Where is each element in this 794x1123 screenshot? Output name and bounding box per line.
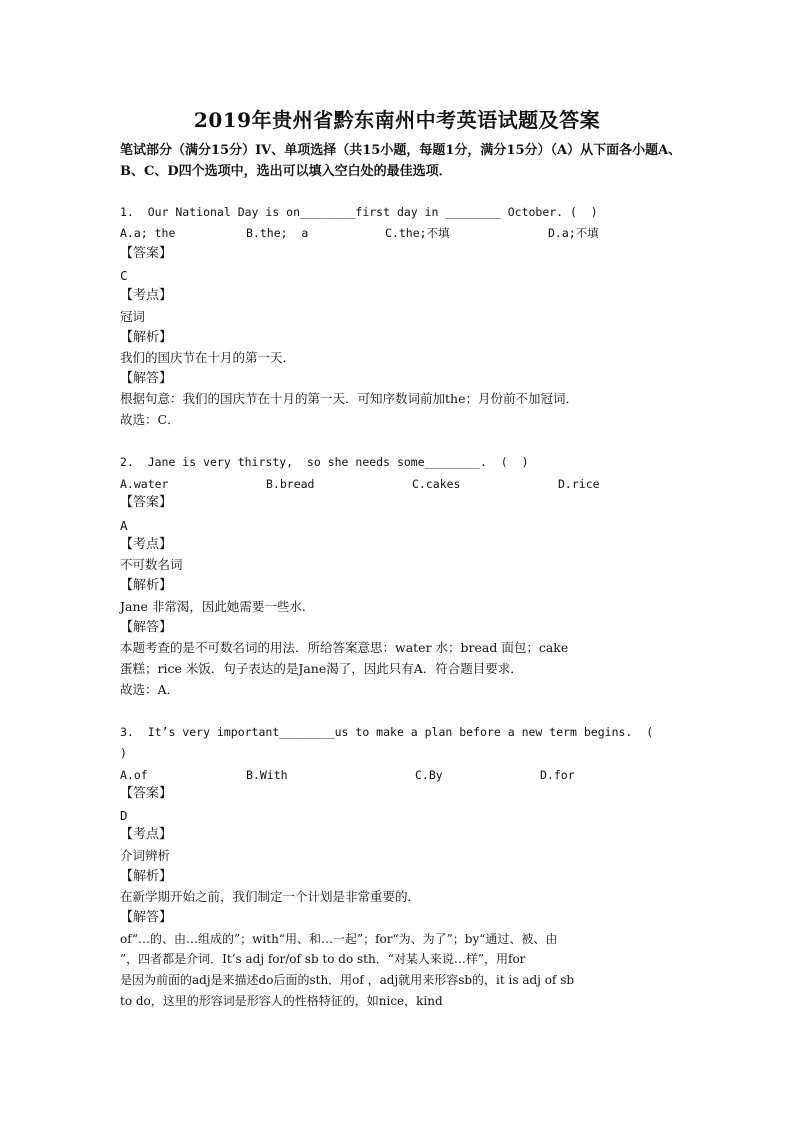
- q1-point: 冠词: [120, 309, 146, 324]
- q2-solution-label: 【解答】: [120, 620, 173, 635]
- q2-answer-label: 【答案】: [120, 495, 173, 510]
- q1-answer-label: 【答案】: [120, 246, 173, 261]
- q2-solution-line: 故选：A．: [120, 682, 180, 697]
- q2-solution-line: 本题考查的是不可数名词的用法．所给答案意思：water 水；bread 面包；cake: [120, 640, 569, 655]
- q3-analysis-label: 【解析】: [120, 869, 173, 884]
- q1-solution-line: 根据句意：我们的国庆节在十月的第一天．可知序数词前加the；月份前不加冠词．: [120, 391, 578, 406]
- q2-answer: A: [120, 518, 128, 533]
- q3-option-d: D.for: [540, 768, 575, 782]
- q2-solution-line: 蛋糕；rice 米饭．句子表达的是Jane渴了，因此只有A．符合题目要求．: [120, 661, 523, 676]
- q2-analysis-label: 【解析】: [120, 578, 173, 593]
- q1-answer: C: [120, 268, 128, 283]
- q3-answer: D: [120, 808, 128, 823]
- q1-option-d: D.a;不填: [548, 226, 599, 240]
- q2-analysis: Jane 非常渴，因此她需要一些水．: [120, 599, 315, 614]
- q2-option-b: B.bread: [266, 477, 315, 491]
- q3-solution-line: 是因为前面的adj是来描述do后面的sth．用of ，adj就用来形容sb的，it is adj of sb: [120, 973, 575, 987]
- q3-answer-label: 【答案】: [120, 786, 173, 801]
- question-3-stem-cont: ): [120, 746, 127, 760]
- q1-solution-line: 故选：C．: [120, 412, 180, 427]
- q3-solution-line: to do，这里的形容词是形容人的性格特征的，如nice，kind: [120, 994, 443, 1008]
- q3-solution-label: 【解答】: [120, 910, 173, 925]
- q1-option-c: C.the;不填: [385, 226, 450, 240]
- q3-solution-line: of“…的、由…组成的”；with“用、和…一起”；for“为、为了”；by“通过、被、由: [120, 932, 558, 946]
- page-title: 2019年贵州省黔东南州中考英语试题及答案: [193, 108, 601, 132]
- q2-point-label: 【考点】: [120, 537, 173, 552]
- q3-solution-line: ”，四者都是介词．It’s adj for/of sb to do sth．“对某人来说…样”，用for: [120, 952, 526, 966]
- q1-option-b: B.the; a: [246, 226, 309, 240]
- q3-option-c: C.By: [415, 768, 443, 782]
- section-instruction: 笔试部分（满分15分）IV、单项选择（共15小题，每题1分，满分15分）（A）从下面各小题A、B、C、D四个选项中，选出可以填入空白处的最佳选项．: [120, 143, 682, 179]
- q2-point: 不可数名词: [120, 557, 183, 572]
- q1-analysis: 我们的国庆节在十月的第一天．: [120, 350, 296, 365]
- question-2-stem: 2. Jane is very thirsty, so she needs some________. ( ): [120, 455, 529, 469]
- q2-option-a: A.water: [120, 477, 169, 491]
- q3-option-b: B.With: [246, 768, 288, 782]
- q3-point: 介词辨析: [120, 848, 171, 863]
- q1-point-label: 【考点】: [120, 288, 173, 303]
- q1-solution-label: 【解答】: [120, 371, 173, 386]
- question-1-stem: 1. Our National Day is on________first day in ________ October. ( ): [120, 205, 598, 219]
- q3-option-a: A.of: [120, 768, 148, 782]
- q2-option-d: D.rice: [558, 477, 600, 491]
- q3-point-label: 【考点】: [120, 827, 173, 842]
- q1-analysis-label: 【解析】: [120, 330, 173, 345]
- q2-option-c: C.cakes: [412, 477, 461, 491]
- q1-option-a: A.a; the: [120, 226, 176, 240]
- q3-analysis: 在新学期开始之前，我们制定一个计划是非常重要的．: [120, 889, 421, 904]
- question-3-stem: 3. It’s very important________us to make a plan before a new term begins. (: [120, 725, 654, 739]
